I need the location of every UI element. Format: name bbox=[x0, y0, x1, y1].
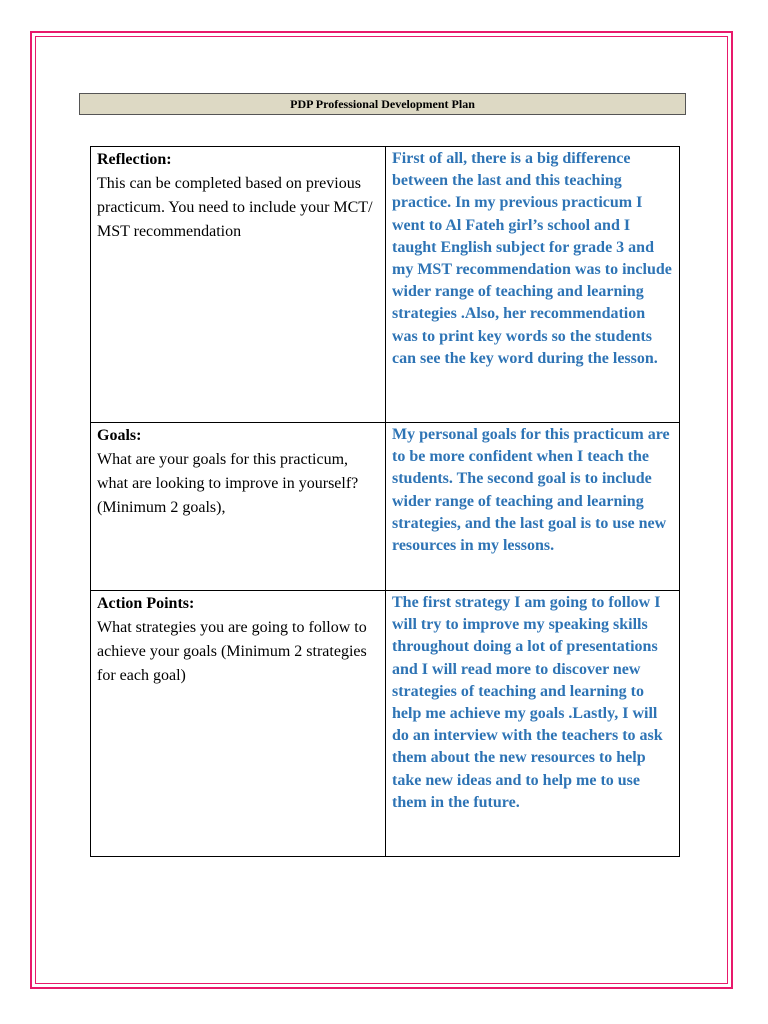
section-prompt-goals: What are your goals for this practicum, what are looking to improve in yourself? (Minimum 2 goals), bbox=[97, 451, 359, 516]
response-cell-goals: My personal goals for this practicum are to be more confident when I teach the students. The second goal is to include wider range of teaching and learning strategies, and the last goal is to use new resources in my lessons. bbox=[386, 423, 680, 591]
prompt-cell-action-points bbox=[91, 591, 386, 857]
response-cell-reflection: First of all, there is a big difference between the last and this teaching practice. In my previous practicum I went to Al Fateh girl’s school and I taught English subject for grade 3 and my MST recommendation was to include wider range of teaching and learning strategies .Also, her recommendation was to print key words so the students can see the key word during the lesson. bbox=[386, 147, 680, 423]
prompt-cell-goals bbox=[91, 423, 386, 591]
prompt-cell-reflection bbox=[91, 147, 386, 423]
table-row-reflection bbox=[91, 147, 680, 423]
pdp-table bbox=[90, 146, 680, 857]
section-prompt-action-points: What strategies you are going to follow to achieve your goals (Minimum 2 strategies for each goal) bbox=[97, 619, 367, 684]
section-heading-reflection: Reflection: bbox=[97, 151, 172, 168]
table-row-goals bbox=[91, 423, 680, 591]
response-cell-action-points: The first strategy I am going to follow I will try to improve my speaking skills throughout doing a lot of presentations and I will read more to discover new strategies of teaching and learning to help me achieve my goals .Lastly, I will do an interview with the teachers to ask them about the new resources to help take new ideas and to help me to use them in the future. bbox=[386, 591, 680, 857]
section-heading-action-points: Action Points: bbox=[97, 595, 195, 612]
section-prompt-reflection: This can be completed based on previous practicum. You need to include your MCT/ MST recommendation bbox=[97, 175, 373, 240]
section-heading-goals: Goals: bbox=[97, 427, 142, 444]
document-title: PDP Professional Development Plan bbox=[79, 93, 686, 115]
table-row-action-points bbox=[91, 591, 680, 857]
